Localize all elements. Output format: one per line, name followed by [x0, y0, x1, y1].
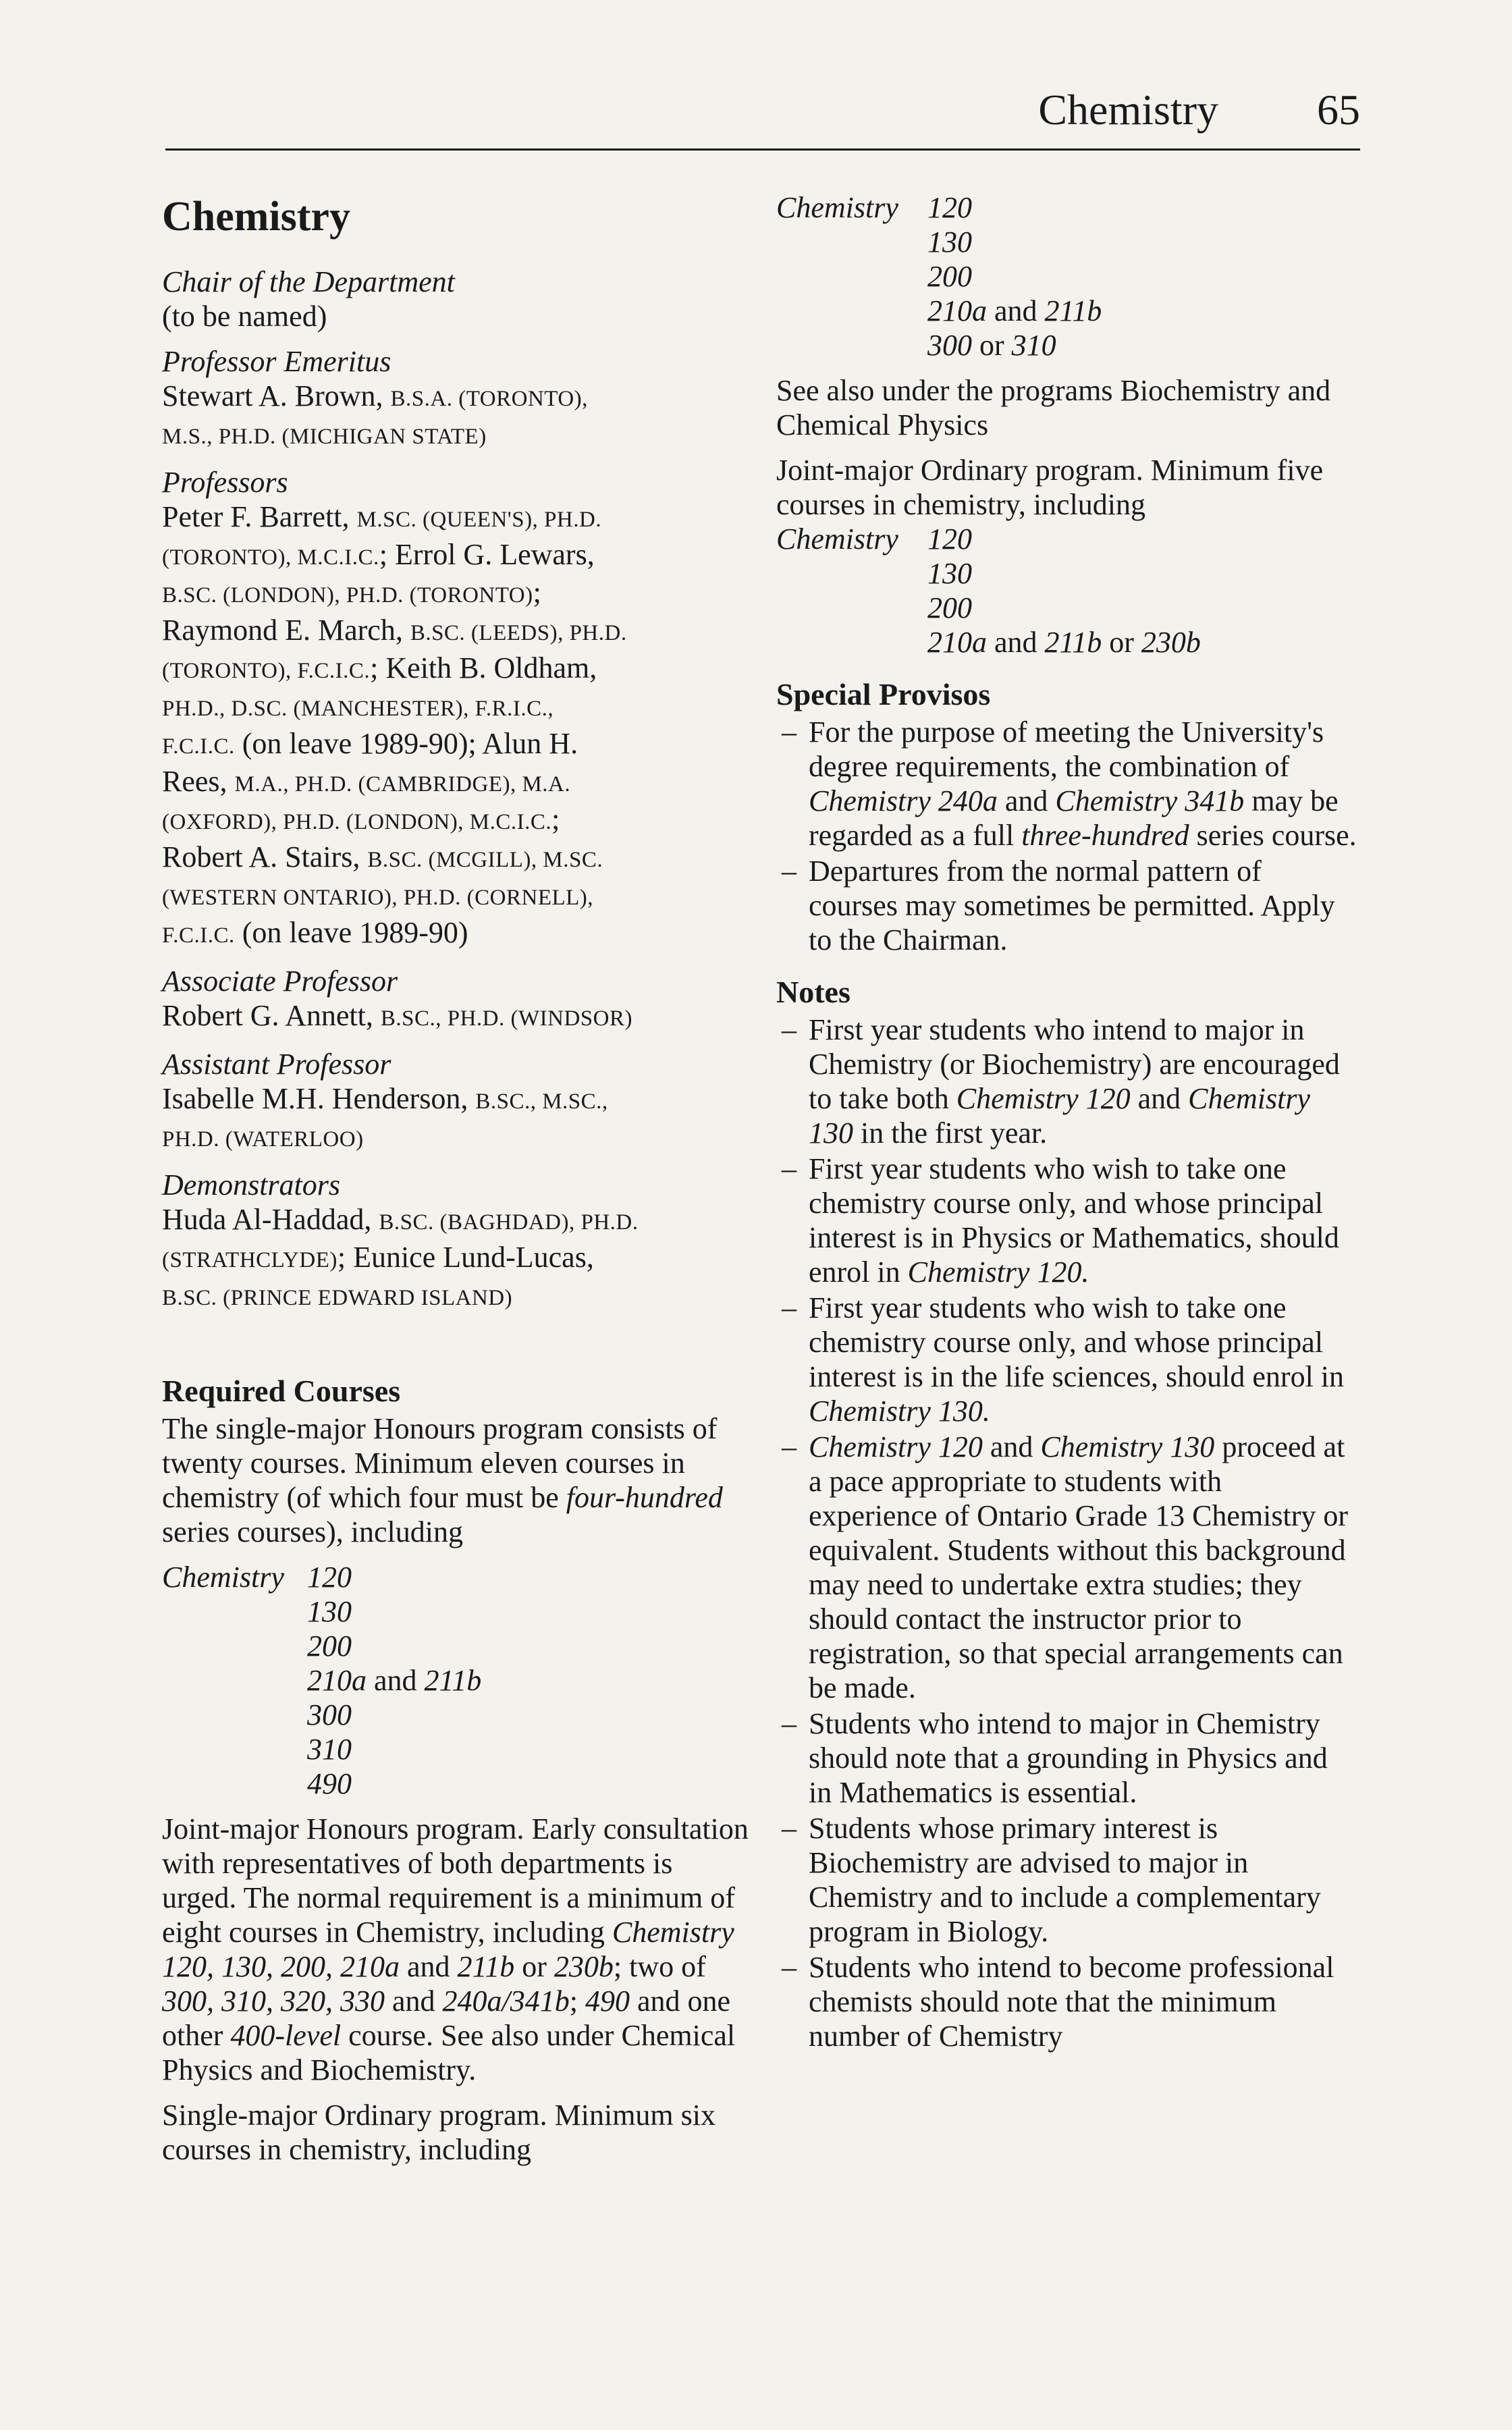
- course-number-part: 300: [307, 1698, 352, 1731]
- text-run: and: [982, 1430, 1041, 1463]
- course-number-part: 210a: [927, 626, 987, 659]
- course-list-row: [776, 625, 1357, 659]
- note-item: [776, 1430, 1357, 1705]
- course-number-part: 211b: [1044, 626, 1102, 659]
- emeritus-entry-cont: [162, 416, 749, 454]
- text-run-italic: Chemistry 341b: [1055, 784, 1245, 817]
- text-run: and: [997, 784, 1056, 817]
- professor-degree: M.A., PH.D. (CAMBRIDGE), M.A.: [234, 772, 571, 796]
- course-list-label: Chemistry: [776, 191, 898, 224]
- emeritus-name: Stewart A. Brown,: [162, 379, 391, 412]
- text-run: proceed at a pace appropriate to students with experience of Ontario Grade 13 Chemistry or equivalent. Students without this background may need to undertake extra studies; they should contact the instructor prior to registration, so that special arrangements can be made.: [809, 1430, 1349, 1704]
- professor-degree: F.C.I.C.: [162, 923, 235, 948]
- text-run-italic: Chemistry 130: [809, 1082, 1311, 1150]
- professor-line: [162, 802, 749, 840]
- professor-line: [162, 764, 749, 802]
- course-list-label: Chemistry: [776, 522, 898, 556]
- text-run-italic: Chemistry 240a: [809, 784, 998, 817]
- note-item: [776, 1706, 1357, 1810]
- course-number: [927, 294, 1102, 328]
- text-run-italic: 400-level: [230, 2019, 342, 2052]
- course-number-part: 120: [927, 191, 972, 224]
- chair-name: (to be named): [162, 300, 327, 333]
- course-number: [307, 1732, 352, 1766]
- dash-marker: –: [782, 1291, 796, 1324]
- text-run: in the first year.: [853, 1116, 1048, 1150]
- assistant-degree: B.SC., M.SC.,: [475, 1089, 608, 1114]
- special-provisos-heading: Special Provisos: [776, 677, 991, 711]
- joint-ordinary-course-list: [776, 522, 1357, 659]
- text-run-italic: Chemistry 120, 130, 200, 210a: [162, 1916, 734, 1983]
- professor-line: [162, 537, 749, 575]
- course-list-row: [162, 1663, 749, 1698]
- demonstrator-entry-cont: [162, 1278, 749, 1316]
- note-item: [776, 1291, 1357, 1428]
- dash-marker: –: [782, 855, 796, 888]
- text-run: Students who intend to major in Chemistry should note that a grounding in Physics and in Mathematics is essential.: [809, 1707, 1328, 1809]
- course-number: [307, 1766, 352, 1801]
- course-number: [927, 625, 1201, 659]
- text-run: The single-major Honours program consists of twenty courses. Minimum eleven courses in chemistry (of which four must be: [162, 1412, 718, 1514]
- professor-name: ; Keith B. Oldham,: [370, 651, 597, 684]
- professor-name: ; Errol G. Lewars,: [379, 538, 595, 571]
- text-run-italic: 230b: [554, 1950, 614, 1983]
- emeritus-degree: B.S.A. (TORONTO),: [390, 387, 588, 411]
- professor-degree: B.SC. (LEEDS), PH.D.: [410, 621, 627, 645]
- course-list-row: [776, 328, 1357, 362]
- course-number-part: 200: [927, 591, 972, 624]
- dash-marker: –: [782, 1152, 796, 1185]
- emeritus-role: Professor Emeritus: [162, 345, 392, 378]
- professor-degree: B.SC. (LONDON), PH.D. (TORONTO): [162, 583, 533, 608]
- course-number-part: 300: [927, 329, 972, 362]
- course-number: [927, 591, 972, 625]
- course-list-row: [776, 556, 1357, 591]
- professor-degree: (WESTERN ONTARIO), PH.D. (CORNELL),: [162, 886, 594, 910]
- dash-marker: –: [782, 1812, 796, 1845]
- professor-line: [162, 613, 749, 651]
- assistant-entry-cont: [162, 1119, 749, 1157]
- dash-marker: –: [782, 1430, 796, 1463]
- text-run: First year students who wish to take one chemistry course only, and whose principal interest is in the life sciences, should enrol in: [809, 1291, 1345, 1393]
- professor-line: [162, 500, 749, 537]
- section-title: Chemistry: [162, 194, 350, 240]
- professors-list: [162, 500, 749, 953]
- professor-degree: (TORONTO), F.C.I.C.: [162, 659, 371, 683]
- note-item: [776, 1152, 1357, 1289]
- text-run-italic: Chemistry 130.: [809, 1395, 990, 1428]
- professor-name: Robert A. Stairs,: [162, 840, 368, 873]
- course-list-row: [162, 1766, 749, 1801]
- course-number: [927, 190, 972, 225]
- professor-line: [162, 575, 749, 613]
- text-run: and: [1130, 1082, 1189, 1115]
- professor-line: [162, 651, 749, 688]
- course-list-row: [776, 522, 1357, 556]
- professor-line: [162, 726, 749, 764]
- emeritus-degree: M.S., PH.D. (MICHIGAN STATE): [162, 425, 487, 449]
- professor-degree: B.SC. (MCGILL), M.SC.: [367, 848, 603, 872]
- text-run-italic: four-hundred: [566, 1481, 723, 1514]
- course-number-part: 211b: [1044, 294, 1102, 327]
- associate-degree: B.SC., PH.D. (WINDSOR): [380, 1006, 632, 1031]
- course-number-part: 120: [307, 1561, 352, 1594]
- professor-name: (on leave 1989-90); Alun H.: [234, 727, 578, 760]
- text-run-italic: 300, 310, 320, 330: [162, 1985, 385, 2018]
- text-run: and: [400, 1950, 458, 1983]
- professor-degree: (TORONTO), M.C.I.C.: [162, 545, 379, 570]
- demonstrator-name: Huda Al-Haddad,: [162, 1203, 379, 1236]
- course-list-label: Chemistry: [162, 1561, 284, 1594]
- course-number: [307, 1629, 352, 1663]
- course-list-row: [776, 190, 1357, 225]
- course-number-part: 230b: [1141, 626, 1201, 659]
- demonstrator-degree: B.SC. (BAGHDAD), PH.D.: [379, 1210, 639, 1235]
- text-run-italic: 490: [585, 1985, 630, 2018]
- see-also-paragraph: See also under the programs Biochemistry and Chemical Physics: [776, 374, 1331, 441]
- professor-name: (on leave 1989-90): [234, 916, 468, 949]
- course-list-row: [776, 259, 1357, 294]
- course-list-row: [162, 1698, 749, 1732]
- associate-entry: [162, 998, 749, 1036]
- course-number-part: or: [1102, 626, 1141, 659]
- course-number-part: 130: [927, 557, 972, 590]
- text-run-italic: 240a/341b: [442, 1985, 570, 2018]
- text-run: or: [514, 1950, 554, 1983]
- dash-marker: –: [782, 1707, 796, 1740]
- text-run: Departures from the normal pattern of courses may sometimes be permitted. Apply to the Chairman.: [809, 855, 1335, 956]
- course-number: [927, 522, 972, 556]
- course-number-part: 490: [307, 1767, 352, 1800]
- text-run-italic: Chemistry 120: [956, 1082, 1131, 1115]
- course-number: [307, 1663, 481, 1698]
- dash-marker: –: [782, 716, 796, 749]
- demonstrator-degree: (STRATHCLYDE): [162, 1248, 338, 1272]
- professor-degree: (OXFORD), PH.D. (LONDON), M.C.I.C.: [162, 810, 552, 834]
- professor-name: Raymond E. March,: [162, 614, 410, 647]
- dash-marker: –: [782, 1951, 796, 1984]
- notes-heading: Notes: [776, 975, 850, 1009]
- text-run-italic: three-hundred: [1021, 819, 1189, 852]
- course-number-part: 200: [307, 1629, 352, 1663]
- text-run: Students who intend to become professional chemists should note that the minimum number of Chemistry: [809, 1951, 1334, 2053]
- text-run: and: [385, 1985, 443, 2018]
- professor-name: Rees,: [162, 765, 235, 798]
- assistant-degree: PH.D. (WATERLOO): [162, 1127, 364, 1152]
- course-number: [927, 225, 972, 259]
- note-item: [776, 1013, 1357, 1150]
- professor-name: ;: [533, 576, 541, 609]
- professor-degree: PH.D., D.SC. (MANCHESTER), F.R.I.C.,: [162, 697, 554, 721]
- text-run: First year students who wish to take one chemistry course only, and whose principal interest is in Physics or Mathematics, should enrol in: [809, 1152, 1339, 1289]
- professor-degree: F.C.I.C.: [162, 734, 235, 759]
- course-number: [307, 1698, 352, 1732]
- assistant-role: Assistant Professor: [162, 1048, 392, 1081]
- professor-degree: M.SC. (QUEEN'S), PH.D.: [356, 508, 602, 532]
- professor-line: [162, 915, 749, 953]
- single-major-honours-paragraph: [162, 1411, 749, 1549]
- course-number-part: 310: [307, 1733, 352, 1766]
- professor-line: [162, 878, 749, 915]
- text-run: ; two of: [613, 1950, 706, 1983]
- course-number-part: 200: [927, 260, 972, 293]
- course-number: [307, 1594, 352, 1629]
- honours-course-list: [162, 1560, 749, 1801]
- course-number: [307, 1560, 352, 1594]
- ordinary-course-list: [776, 190, 1357, 362]
- proviso-item: [776, 854, 1357, 957]
- demonstrator-entry-cont: [162, 1240, 749, 1278]
- joint-major-ordinary-paragraph: Joint-major Ordinary program. Minimum five courses in chemistry, including: [776, 454, 1324, 521]
- text-run-italic: 211b: [457, 1950, 515, 1983]
- right-column: [776, 190, 1357, 2055]
- professor-line: [162, 688, 749, 726]
- course-number-part: 211b: [424, 1664, 482, 1697]
- emeritus-entry: [162, 379, 749, 416]
- text-run: series courses), including: [162, 1515, 463, 1548]
- note-item: [776, 1811, 1357, 1949]
- chair-role: Chair of the Department: [162, 265, 455, 298]
- dash-marker: –: [782, 1013, 796, 1046]
- associate-name: Robert G. Annett,: [162, 999, 381, 1032]
- text-run: First year students who intend to major in Chemistry (or Biochemistry) are encouraged to take both: [809, 1013, 1340, 1115]
- text-run: Students whose primary interest is Biochemistry are advised to major in Chemistry and to include a complementary program in Biology.: [809, 1812, 1321, 1948]
- professor-name: ;: [551, 803, 560, 836]
- demonstrator-entry: [162, 1202, 749, 1240]
- course-list-row: [162, 1560, 749, 1594]
- associate-role: Associate Professor: [162, 965, 398, 998]
- single-major-ordinary-paragraph: Single-major Ordinary program. Minimum six courses in chemistry, including: [162, 2099, 716, 2166]
- course-number-part: 120: [927, 522, 972, 556]
- proviso-item: [776, 715, 1357, 853]
- course-number-part: and: [987, 294, 1045, 327]
- course-list-row: [162, 1732, 749, 1766]
- course-number-part: 310: [1011, 329, 1056, 362]
- demonstrators-role: Demonstrators: [162, 1168, 341, 1202]
- text-run: Joint-major Honours program. Early consultation with representatives of both departments is urged. The normal requirement is a minimum of eight courses in Chemistry, including: [162, 1812, 749, 1949]
- joint-major-honours-paragraph: [162, 1812, 749, 2087]
- text-run: course. See also under Chemical Physics and Biochemistry.: [162, 2019, 736, 2086]
- text-run: ;: [569, 1985, 585, 2018]
- left-column: [162, 190, 749, 2178]
- text-run: may be regarded as a full: [809, 784, 1339, 852]
- professors-role: Professors: [162, 466, 288, 499]
- course-number-part: 130: [927, 225, 972, 259]
- course-number: [927, 556, 972, 591]
- running-title: Chemistry: [1038, 86, 1218, 134]
- demonstrator-name: ; Eunice Lund-Lucas,: [337, 1241, 594, 1274]
- text-run: For the purpose of meeting the University's degree requirements, the combination of: [809, 716, 1324, 783]
- course-list-row: [776, 294, 1357, 328]
- course-list-row: [162, 1629, 749, 1663]
- running-header: [165, 81, 1360, 151]
- course-number: [927, 328, 1056, 362]
- page-number: 65: [1317, 86, 1360, 134]
- course-number-part: 130: [307, 1595, 352, 1628]
- required-courses-heading: Required Courses: [162, 1374, 401, 1408]
- note-item: [776, 1950, 1357, 2053]
- text-run: series course.: [1189, 819, 1357, 852]
- course-list-row: [776, 225, 1357, 259]
- professor-name: Peter F. Barrett,: [162, 500, 357, 533]
- course-list-row: [162, 1594, 749, 1629]
- text-run-italic: Chemistry 130: [1040, 1430, 1215, 1463]
- course-number-part: and: [367, 1664, 425, 1697]
- text-run-italic: Chemistry 120: [809, 1430, 983, 1463]
- text-run-italic: Chemistry 120.: [907, 1256, 1089, 1289]
- course-number: [927, 259, 972, 294]
- course-number-part: and: [987, 626, 1045, 659]
- professor-line: [162, 840, 749, 878]
- course-number-part: 210a: [307, 1664, 367, 1697]
- assistant-name: Isabelle M.H. Henderson,: [162, 1082, 476, 1115]
- course-number-part: 210a: [927, 294, 987, 327]
- assistant-entry: [162, 1081, 749, 1119]
- course-number-part: or: [972, 329, 1012, 362]
- demonstrator-degree: B.SC. (PRINCE EDWARD ISLAND): [162, 1286, 513, 1310]
- text-run: and one other: [162, 1985, 731, 2052]
- course-list-row: [776, 591, 1357, 625]
